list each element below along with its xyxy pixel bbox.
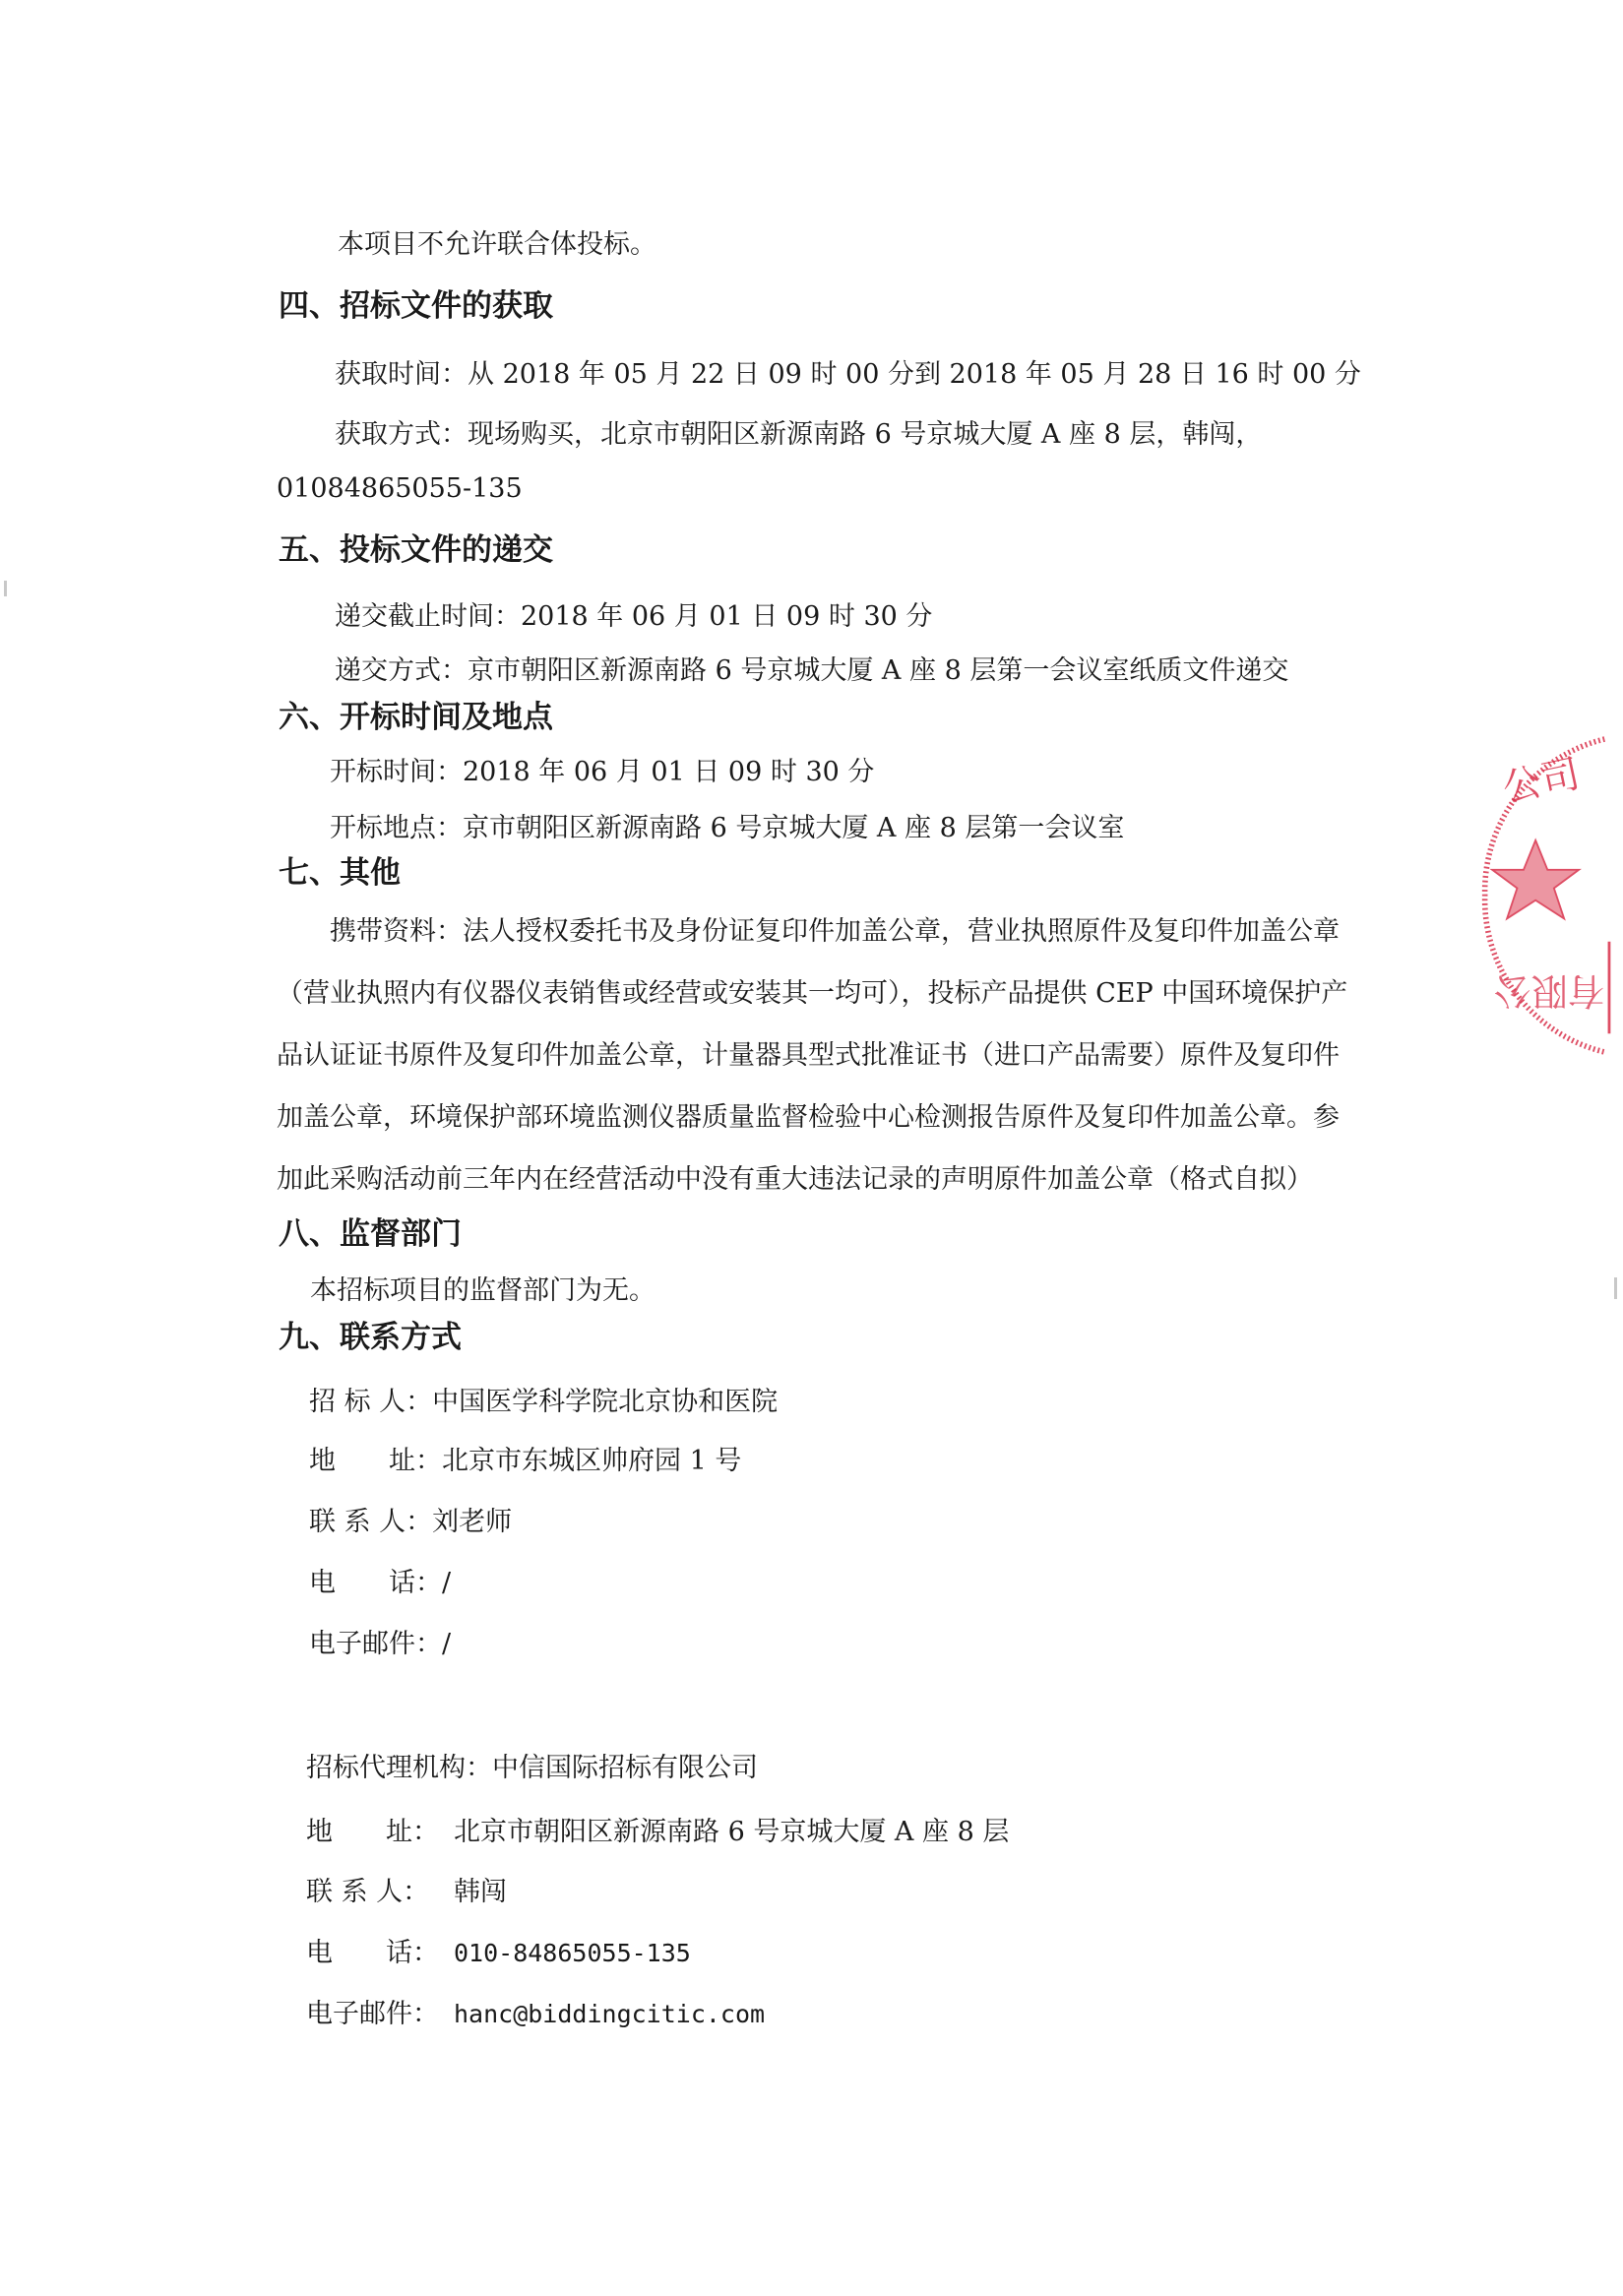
- seal-star-icon: [1492, 840, 1579, 919]
- tenderer-email-label: 电子邮件：: [309, 1629, 442, 1659]
- tenderer-email-value: /: [442, 1629, 452, 1659]
- section5-heading: 五、投标文件的递交: [279, 532, 553, 568]
- agency-address-row: [306, 1816, 1009, 1849]
- section4-method-label: 获取方式：: [335, 419, 468, 450]
- tenderer-address-value: 北京市东城区帅府园 1 号: [442, 1446, 742, 1476]
- section6-time-value: 2018 年 06 月 01 日 09 时 30 分: [463, 757, 875, 787]
- tenderer-contact-value: 刘老师: [432, 1507, 513, 1537]
- section5-method-label: 递交方式：: [335, 655, 468, 686]
- tenderer-address-label: 地 址：: [309, 1446, 442, 1476]
- tenderer-email-row: [309, 1628, 451, 1661]
- tenderer-contact-label: 联 系 人：: [309, 1507, 433, 1537]
- section6-time: [330, 756, 874, 789]
- tenderer-phone-row: [309, 1567, 451, 1600]
- section9-heading: 九、联系方式: [279, 1320, 462, 1355]
- agency-label: 招标代理机构：: [306, 1753, 492, 1783]
- agency-phone-value: 010-84865055-135: [454, 1939, 691, 1967]
- section4-heading: 四、招标文件的获取: [279, 288, 553, 324]
- intro-line: 本项目不允许联合体投标。: [338, 229, 656, 260]
- section6-place-label: 开标地点：: [330, 813, 463, 843]
- section5-method-value: 京市朝阳区新源南路 6 号京城大厦 A 座 8 层第一会议室纸质文件递交: [468, 655, 1289, 686]
- company-seal: [1467, 718, 1623, 1073]
- section4-method-value: 现场购买，北京市朝阳区新源南路 6 号京城大厦 A 座 8 层，韩闯，: [468, 419, 1263, 450]
- section4-time-label: 获取时间：: [335, 359, 468, 390]
- section5-deadline-value: 2018 年 06 月 01 日 09 时 30 分: [521, 601, 933, 632]
- section7-line5: 加此采购活动前三年内在经营活动中没有重大违法记录的声明原件加盖公章（格式自拟）: [277, 1164, 1313, 1195]
- section4-method-phone: 01084865055-135: [277, 473, 523, 504]
- agency-row: [306, 1752, 758, 1785]
- tenderer-phone-label: 电 话：: [309, 1568, 442, 1598]
- section4-time-value: 从 2018 年 05 月 22 日 09 时 00 分到 2018 年 05 月 28 日 16 时 00 分: [468, 359, 1361, 390]
- section4-method: [335, 418, 1262, 452]
- section4-time: [335, 358, 1361, 392]
- section5-deadline-label: 递交截止时间：: [335, 601, 521, 632]
- section6-place: [330, 812, 1124, 845]
- scan-mark-right: [1614, 1277, 1617, 1299]
- agency-contact-label: 联 系 人：: [306, 1877, 430, 1907]
- agency-email-label: 电子邮件：: [306, 1999, 439, 2029]
- tenderer-row: [309, 1386, 778, 1419]
- section5-method: [335, 654, 1288, 688]
- section8-text: 本招标项目的监督部门为无。: [310, 1275, 655, 1306]
- tenderer-address-row: [309, 1445, 741, 1478]
- tenderer-label: 招 标 人：: [309, 1387, 433, 1417]
- agency-email-value: hanc@biddingcitic.com: [454, 2000, 766, 2028]
- seal-text-top: 公司: [1498, 752, 1585, 812]
- section7-heading: 七、其他: [279, 855, 401, 891]
- tenderer-value: 中国医学科学院北京协和医院: [432, 1387, 779, 1417]
- agency-address-label: 地 址：: [306, 1817, 439, 1847]
- section8-heading: 八、监督部门: [279, 1216, 462, 1252]
- section6-heading: 六、开标时间及地点: [279, 700, 553, 735]
- agency-phone-row: [306, 1937, 691, 1970]
- section7-line3: 品认证证书原件及复印件加盖公章，计量器具型式批准证书（进口产品需要）原件及复印件: [277, 1040, 1340, 1071]
- seal-text-bottom: 有限公: [1494, 969, 1605, 1014]
- agency-contact-value: 韩闯: [454, 1877, 507, 1907]
- tenderer-contact-row: [309, 1506, 512, 1539]
- section7-line4: 加盖公章，环境保护部环境监测仪器质量监督检验中心检测报告原件及复印件加盖公章。参: [277, 1102, 1340, 1133]
- agency-value: 中信国际招标有限公司: [492, 1753, 758, 1783]
- section7-line2: （营业执照内有仪器仪表销售或经营或安装其一均可），投标产品提供 CEP 中国环境保护产: [277, 978, 1348, 1009]
- agency-phone-label: 电 话：: [306, 1938, 439, 1968]
- section6-time-label: 开标时间：: [330, 757, 463, 787]
- agency-email-row: [306, 1998, 765, 2031]
- agency-address-value: 北京市朝阳区新源南路 6 号京城大厦 A 座 8 层: [454, 1817, 1010, 1847]
- scan-mark-left: [4, 581, 7, 596]
- tenderer-phone-value: /: [442, 1568, 452, 1598]
- agency-contact-row: [306, 1876, 507, 1909]
- section6-place-value: 京市朝阳区新源南路 6 号京城大厦 A 座 8 层第一会议室: [463, 813, 1125, 843]
- section7-line1: 携带资料：法人授权委托书及身份证复印件加盖公章，营业执照原件及复印件加盖公章: [330, 916, 1340, 947]
- section5-deadline: [335, 600, 932, 634]
